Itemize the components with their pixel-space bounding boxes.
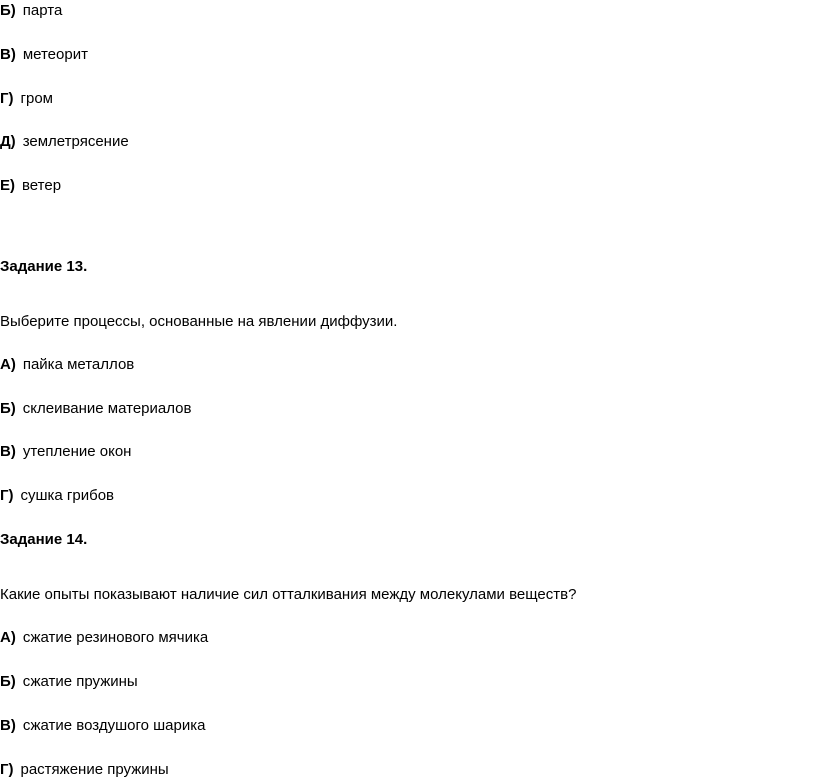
option-item (0, 486, 114, 506)
option-letter: Д) (0, 133, 16, 150)
option-text: гром (20, 90, 53, 107)
option-text: склеивание материалов (22, 400, 192, 417)
option-text: метеорит (22, 46, 88, 63)
option-letter: Г) (0, 487, 14, 504)
option-item (0, 399, 191, 419)
option-letter: Б) (0, 2, 16, 19)
option-letter: Г) (0, 761, 14, 778)
option-text: сжатие пружины (22, 673, 138, 690)
option-letter: А) (0, 629, 16, 646)
option-text: растяжение пружины (20, 761, 169, 778)
option-item (0, 716, 205, 736)
option-item (0, 672, 138, 692)
option-item (0, 176, 61, 196)
option-item (0, 45, 88, 65)
task13-question: Выберите процессы, основанные на явлении диффузии. (0, 313, 398, 330)
option-item (0, 89, 53, 109)
option-letter: В) (0, 443, 16, 460)
option-text: пайка металлов (22, 356, 135, 373)
option-text: землетрясение (22, 133, 129, 150)
option-item (0, 132, 129, 152)
option-letter: Г) (0, 90, 14, 107)
option-item (0, 628, 208, 648)
option-text: утепление окон (22, 443, 132, 460)
option-text: ветер (22, 177, 62, 194)
option-letter: В) (0, 717, 16, 734)
option-text: сжатие резинового мячика (22, 629, 209, 646)
task14-question: Какие опыты показывают наличие сил отталкивания между молекулами веществ? (0, 586, 577, 603)
task14-title: Задание 14. (0, 531, 88, 548)
option-text: парта (22, 2, 63, 19)
option-item (0, 760, 169, 780)
option-letter: В) (0, 46, 16, 63)
option-item (0, 355, 134, 375)
option-text: сушка грибов (20, 487, 115, 504)
option-letter: Б) (0, 400, 16, 417)
option-letter: Е) (0, 177, 15, 194)
option-text: сжатие воздушого шарика (22, 717, 206, 734)
option-letter: А) (0, 356, 16, 373)
task13-title: Задание 13. (0, 258, 88, 275)
option-item (0, 1, 62, 21)
option-item (0, 442, 131, 462)
option-letter: Б) (0, 673, 16, 690)
